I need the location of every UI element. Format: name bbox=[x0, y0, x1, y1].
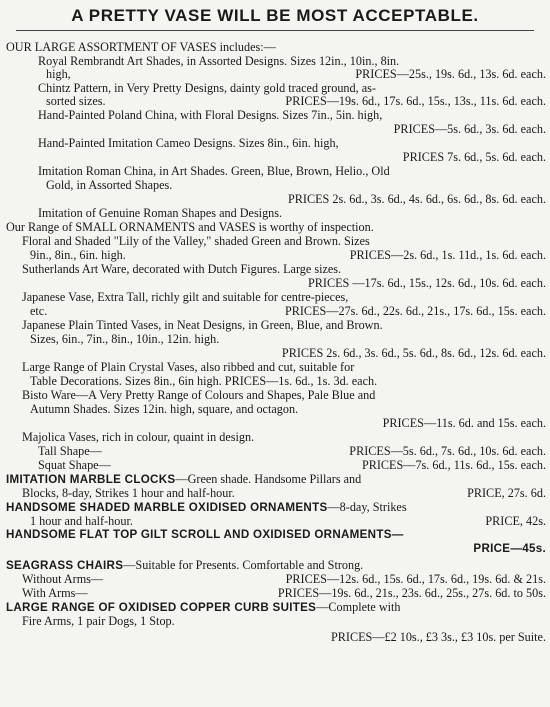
item-curb-suites-cont: Fire Arms, 1 pair Dogs, 1 Stop. bbox=[22, 614, 175, 628]
majolica-tall-label: Tall Shape— bbox=[38, 444, 102, 458]
price-chairs-with-arms: PRICES—19s. 6d., 21s., 23s. 6d., 25s., 27s. 6d. to 50s. bbox=[277, 586, 546, 600]
price-rembrandt: PRICES—25s., 19s. 6d., 13s. 6d. each. bbox=[355, 67, 546, 81]
price-bisto-ware: PRICES—11s. 6d. and 15s. each. bbox=[382, 416, 546, 430]
item-curb-suites bbox=[6, 600, 550, 614]
price-chintz: PRICES—19s. 6d., 17s. 6d., 15s., 13s., 11s. 6d. each. bbox=[285, 94, 546, 108]
price-japanese-tinted: PRICES 2s. 6d., 3s. 6d., 5s. 6d., 8s. 6d., 12s. 6d. each. bbox=[281, 346, 546, 360]
item-seagrass-chairs bbox=[6, 558, 550, 572]
item-roman-china: Imitation Roman China, in Art Shades. Green, Blue, Brown, Helio., Old bbox=[38, 164, 390, 178]
item-shaded-marble-cont: 1 hour and half-hour. bbox=[30, 514, 133, 528]
price-majolica-tall: PRICES—5s. 6d., 7s. 6d., 10s. 6d. each. bbox=[349, 444, 546, 458]
item-japanese-vase-cont: etc. bbox=[30, 304, 48, 318]
item-rembrandt-cont: high, bbox=[46, 67, 71, 81]
price-chairs-without-arms: PRICES—12s. 6d., 15s. 6d., 17s. 6d., 19s. 6d. & 21s. bbox=[285, 572, 546, 586]
item-majolica: Majolica Vases, rich in colour, quaint in design. bbox=[22, 430, 255, 444]
small-ornaments-intro: Our Range of SMALL ORNAMENTS and VASES is worthy of inspection. bbox=[6, 220, 374, 234]
item-rembrandt: Royal Rembrandt Art Shades, in Assorted Designs. Sizes 12in., 10in., 8in. bbox=[38, 54, 400, 68]
item-crystal-vases: Large Range of Plain Crystal Vases, also ribbed and cut, suitable for bbox=[22, 360, 355, 374]
majolica-squat-label: Squat Shape— bbox=[38, 458, 111, 472]
shaded-marble-desc: —8-day, Strikes bbox=[327, 500, 407, 514]
shaded-marble-title: HANDSOME SHADED MARBLE OXIDISED ORNAMENTS bbox=[6, 501, 328, 514]
item-crystal-vases-cont: Table Decorations. Sizes 8in., 6in high. PRICES—1s. 6d., 1s. 3d. each. bbox=[30, 374, 378, 388]
item-shaded-marble bbox=[6, 500, 550, 514]
price-poland-china: PRICES—5s. 6d., 3s. 6d. each. bbox=[393, 122, 546, 136]
price-sutherlands: PRICES —17s. 6d., 15s., 12s. 6d., 10s. 6d. each. bbox=[307, 276, 546, 290]
price-japanese-vase: PRICES—27s. 6d., 22s. 6d., 21s., 17s. 6d., 15s. each. bbox=[284, 304, 546, 318]
item-lily-valley: Floral and Shaded "Lily of the Valley," shaded Green and Brown. Sizes bbox=[22, 234, 370, 248]
price-shaded-marble: PRICE, 42s. bbox=[485, 514, 546, 528]
price-majolica-squat: PRICES—7s. 6d., 11s. 6d., 15s. each. bbox=[361, 458, 546, 472]
item-cameo: Hand-Painted Imitation Cameo Designs. Sizes 8in., 6in. high, bbox=[38, 136, 339, 150]
heading-rule bbox=[16, 30, 534, 31]
item-roman-shapes: Imitation of Genuine Roman Shapes and Designs. bbox=[38, 206, 283, 220]
price-curb-suites: PRICES—£2 10s., £3 3s., £3 10s. per Suite. bbox=[331, 630, 546, 644]
item-bisto-ware-cont: Autumn Shades. Sizes 12in. high, square, and octagon. bbox=[30, 402, 299, 416]
marble-clocks-title: IMITATION MARBLE CLOCKS bbox=[6, 473, 176, 486]
price-cameo: PRICES 7s. 6d., 5s. 6d. each. bbox=[402, 150, 546, 164]
item-chintz-cont: sorted sizes. bbox=[46, 94, 106, 108]
chairs-without-arms-label: Without Arms— bbox=[22, 572, 104, 586]
item-sutherlands: Sutherlands Art Ware, decorated with Dutch Figures. Large sizes. bbox=[22, 262, 342, 276]
item-marble-clocks-cont: Blocks, 8-day, Strikes 1 hour and half-hour. bbox=[22, 486, 235, 500]
price-roman-china: PRICES 2s. 6d., 3s. 6d., 4s. 6d., 6s. 6d., 8s. 6d. each. bbox=[288, 192, 546, 206]
marble-clocks-desc: —Green shade. Handsome Pillars and bbox=[175, 472, 362, 486]
curb-suites-title: LARGE RANGE OF OXIDISED COPPER CURB SUITES bbox=[6, 601, 317, 614]
item-japanese-tinted-cont: Sizes, 6in., 7in., 8in., 10in., 12in. high. bbox=[30, 332, 220, 346]
seagrass-title: SEAGRASS CHAIRS bbox=[6, 559, 124, 572]
item-japanese-vase: Japanese Vase, Extra Tall, richly gilt and suitable for centre-pieces, bbox=[22, 290, 349, 304]
ad-heading: A PRETTY VASE WILL BE MOST ACCEPTABLE. bbox=[71, 6, 479, 25]
curb-suites-desc: —Complete with bbox=[316, 600, 401, 614]
item-bisto-ware: Bisto Ware—A Very Pretty Range of Colours and Shapes, Pale Blue and bbox=[22, 388, 376, 402]
seagrass-desc: —Suitable for Presents. Comfortable and Strong. bbox=[123, 558, 364, 572]
item-marble-clocks bbox=[6, 472, 550, 486]
item-lily-valley-cont: 9in., 8in., 6in. high. bbox=[30, 248, 126, 262]
chairs-with-arms-label: With Arms— bbox=[22, 586, 88, 600]
item-japanese-tinted: Japanese Plain Tinted Vases, in Neat Designs, in Green, Blue, and Brown. bbox=[22, 318, 383, 332]
item-gilt-scroll: HANDSOME FLAT TOP GILT SCROLL AND OXIDISED ORNAMENTS— bbox=[6, 528, 404, 541]
item-roman-china-cont: Gold, in Assorted Shapes. bbox=[46, 178, 173, 192]
item-poland-china: Hand-Painted Poland China, with Floral Designs. Sizes 7in., 5in. high, bbox=[38, 108, 383, 122]
intro-line: OUR LARGE ASSORTMENT OF VASES includes:— bbox=[6, 40, 276, 54]
price-lily-valley: PRICES—2s. 6d., 1s. 11d., 1s. 6d. each. bbox=[349, 248, 546, 262]
price-marble-clocks: PRICE, 27s. 6d. bbox=[467, 486, 546, 500]
item-chintz: Chintz Pattern, in Very Pretty Designs, dainty gold traced ground, as- bbox=[38, 81, 376, 95]
price-gilt-scroll: PRICE—45s. bbox=[473, 542, 546, 555]
